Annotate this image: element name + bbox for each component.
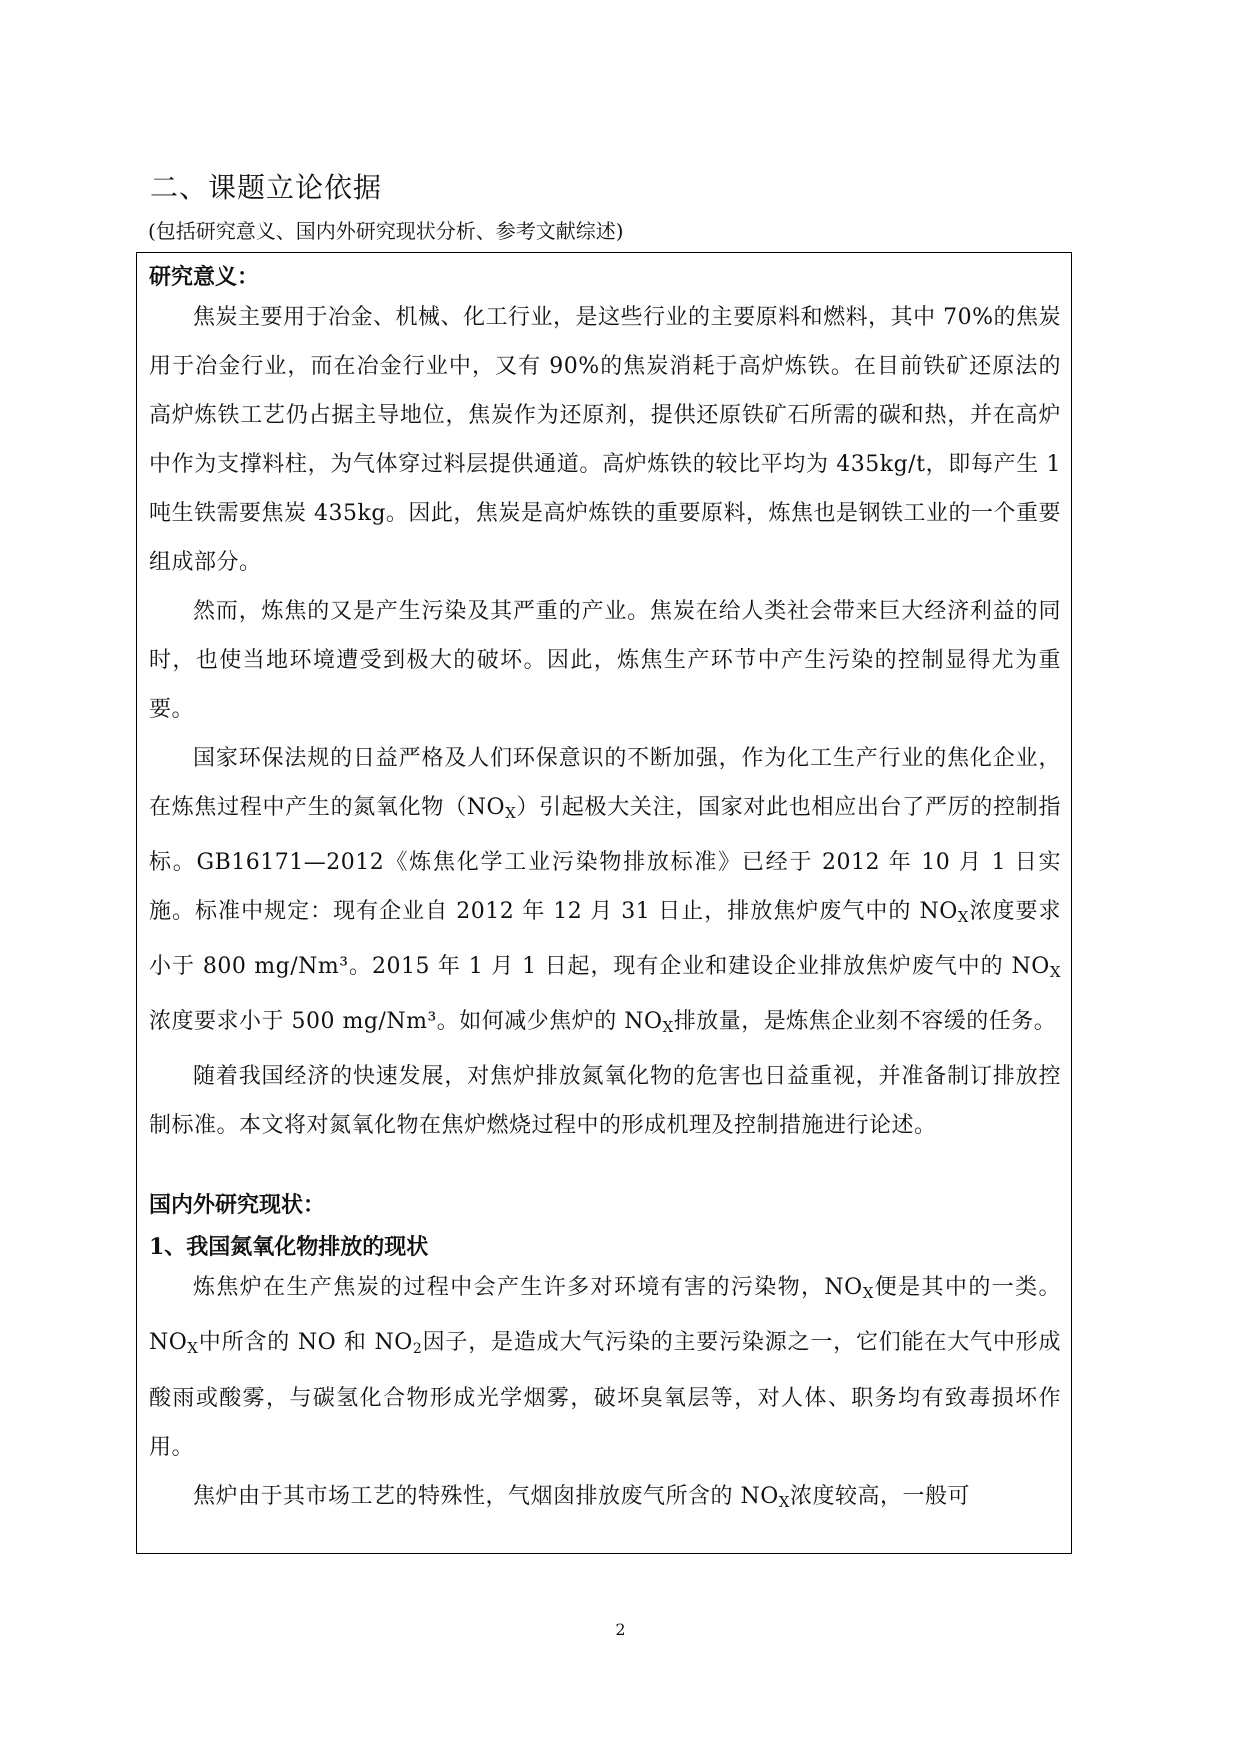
text-run: 排放量，是炼焦企业刻不容缓的任务。 xyxy=(673,1009,1057,1034)
status-paragraph-2 xyxy=(149,1472,1061,1527)
subscript: X xyxy=(957,908,969,926)
text-run: 浓度较高，一般可 xyxy=(789,1484,970,1509)
significance-paragraph-4: 随着我国经济的快速发展，对焦炉排放氮氧化物的危害也日益重视，并准备制订排放控制标准。本文将对氮氧化物在焦炉燃烧过程中的形成机理及控制措施进行论述。 xyxy=(149,1064,1061,1138)
status-heading: 国内外研究现状： xyxy=(149,1192,326,1218)
section-title: 二、课题立论依据 xyxy=(150,171,383,204)
significance-paragraph-2: 然而，炼焦的又是产生污染及其严重的产业。焦炭在给人类社会带来巨大经济利益的同时，也使当地环境遭受到极大的破坏。因此，炼焦生产环节中产生污染的控制显得尤为重要。 xyxy=(149,599,1061,722)
significance-paragraph-3 xyxy=(149,734,1061,1052)
subscript: X xyxy=(662,1018,674,1036)
subscript: X xyxy=(1049,963,1061,981)
text-run: 浓度要求小于 800 mg/Nm³。2015 年 1 月 1 日起，现有企业和建设企业排放焦炉废气中的 NO xyxy=(149,899,1061,979)
spacer xyxy=(149,1221,1061,1231)
text-run: 炼焦炉在生产焦炭的过程中会产生许多对环境有害的污染物，NO xyxy=(193,1275,863,1300)
subscript: X xyxy=(778,1493,790,1511)
significance-paragraph-1: 焦炭主要用于冶金、机械、化工行业，是这些行业的主要原料和燃料，其中 70%的焦炭用于冶金行业，而在冶金行业中，又有 90%的焦炭消耗于高炉炼铁。在目前铁矿还原法的高炉炼铁工艺仍占据主导地位，焦炭作为还原剂，提供还原铁矿石所需的碳和热，并在高炉中作为支撑料柱，为气体穿过料层提供通道。高炉炼铁的较比平均为 435kg/t，即每产生 1 吨生铁需要焦炭 435kg。因此，焦炭是高炉炼铁的重要原料，炼焦也是钢铁工业的一个重要组成部分。 xyxy=(149,305,1061,575)
text-run: 中所含的 NO 和 NO xyxy=(198,1330,413,1355)
text-run: 因子，是造成大气污染的主要污染源之一，它们能在大气中形成酸雨或酸雾，与碳氢化合物形成光学烟雾，破坏臭氧层等，对人体、职务均有致毒损坏作用。 xyxy=(149,1330,1061,1460)
text-run: 焦炉由于其市场工艺的特殊性，气烟囱排放废气所含的 NO xyxy=(193,1484,779,1509)
text-run: 便是其中的一类。NO xyxy=(149,1275,1061,1355)
content-inner xyxy=(149,261,1061,1527)
text-run: 浓度要求小于 500 mg/Nm³。如何减少焦炉的 NO xyxy=(149,1009,663,1034)
status-paragraph-1 xyxy=(149,1263,1061,1472)
significance-heading: 研究意义： xyxy=(149,264,260,290)
text-run: 国家环保法规的日益严格及人们环保意识的不断加强，作为化工生产行业的焦化企业，在炼焦过程中产生的氮氧化物（NO xyxy=(149,746,1061,820)
content-box xyxy=(136,252,1072,1554)
subscript: X xyxy=(505,804,517,822)
text-run: ）引起极大关注，国家对此也相应出台了严厉的控制指标。GB16171—2012《炼焦化学工业污染物排放标准》已经于 2012 年 10 月 1 日实施。标准中规定：现有企业自 2012 年 12 月 31 日止，排放焦炉废气中的 NO xyxy=(149,795,1061,924)
subscript: 2 xyxy=(412,1341,423,1357)
subscript: X xyxy=(862,1284,874,1302)
page-number: 2 xyxy=(615,1620,626,1639)
subscript: X xyxy=(187,1339,199,1357)
spacer xyxy=(149,1150,1061,1189)
status-subheading: 1、我国氮氧化物排放的现状 xyxy=(149,1234,429,1260)
section-note: (包括研究意义、国内外研究现状分析、参考文献综述) xyxy=(148,219,624,243)
